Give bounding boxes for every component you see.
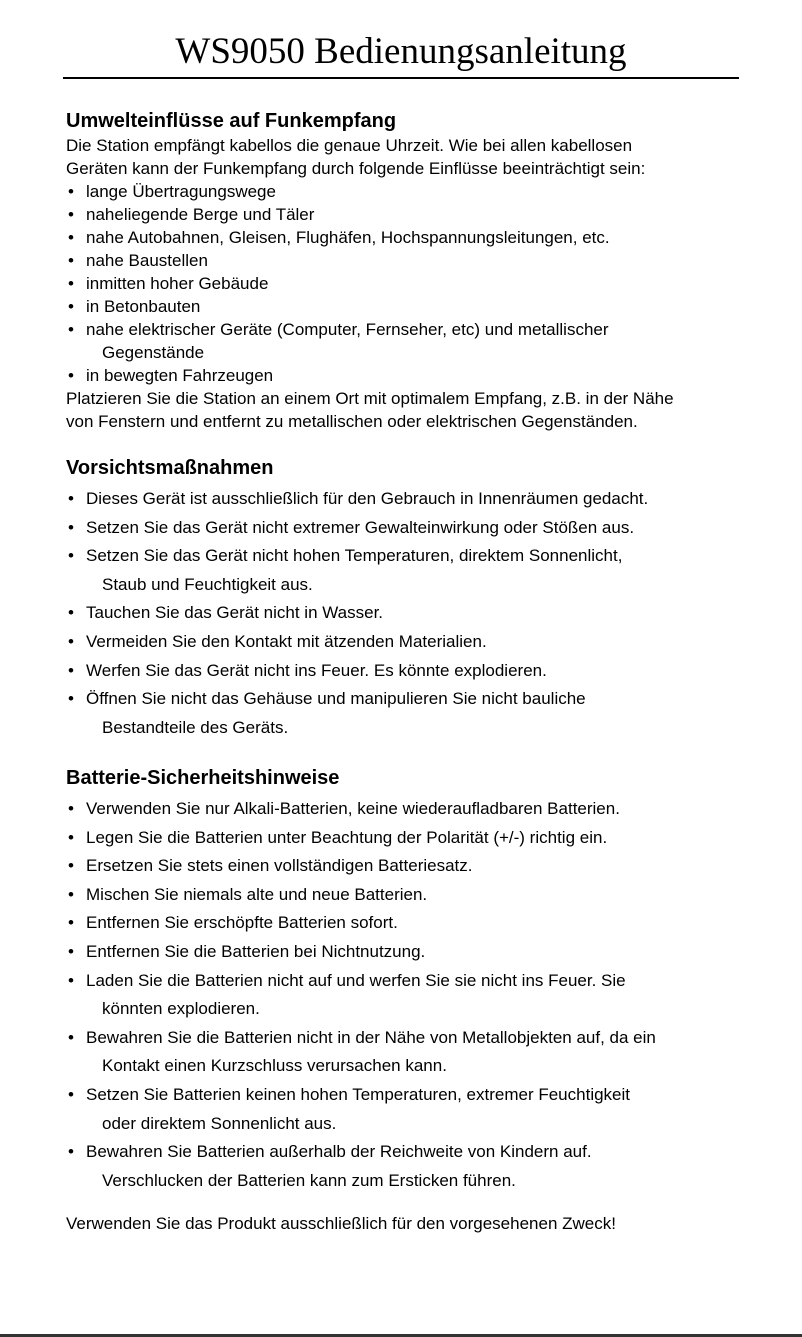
list-item bbox=[66, 881, 766, 910]
list-item-text: Legen Sie die Batterien unter Beachtung der Polarität (+/-) richtig ein. bbox=[86, 827, 608, 847]
bullet-icon: • bbox=[68, 297, 74, 316]
document-title: WS9050 Bedienungsanleitung bbox=[175, 31, 627, 72]
list-item-continuation: Staub und Feuchtigkeit aus. bbox=[102, 574, 313, 594]
list-item bbox=[66, 272, 766, 295]
list-item bbox=[66, 1081, 766, 1110]
list-item bbox=[66, 909, 766, 938]
section-body bbox=[66, 795, 766, 1195]
list-item-text: Entfernen Sie erschöpfte Batterien sofort. bbox=[86, 913, 398, 933]
list-item-continuation: Verschlucken der Batterien kann zum Ersticken führen. bbox=[102, 1170, 516, 1190]
list-item bbox=[66, 1138, 766, 1167]
section-body bbox=[66, 485, 766, 742]
list-item-text: Entfernen Sie die Batterien bei Nichtnutzung. bbox=[86, 941, 426, 961]
list-item bbox=[66, 542, 766, 571]
list-item-continuation: könnten explodieren. bbox=[102, 999, 260, 1019]
section-battery-safety bbox=[66, 765, 766, 1195]
list-item bbox=[66, 967, 766, 996]
footer-note: Verwenden Sie das Produkt ausschließlich für den vorgesehenen Zweck! bbox=[66, 1214, 616, 1233]
list-item bbox=[66, 824, 766, 853]
list-item-text: Ersetzen Sie stets einen vollständigen Batteriesatz. bbox=[86, 856, 473, 876]
list-item-text: Tauchen Sie das Gerät nicht in Wasser. bbox=[86, 603, 384, 623]
bullet-icon: • bbox=[68, 827, 74, 847]
list-item-continuation: Kontakt einen Kurzschluss verursachen kann. bbox=[102, 1056, 447, 1076]
list-item-text: Werfen Sie das Gerät nicht ins Feuer. Es könnte explodieren. bbox=[86, 660, 547, 680]
bullet-icon: • bbox=[68, 1084, 74, 1104]
list-item bbox=[66, 852, 766, 881]
bullet-icon: • bbox=[68, 941, 74, 961]
list-item-text: Öffnen Sie nicht das Gehäuse und manipulieren Sie nicht bauliche bbox=[86, 689, 586, 709]
bullet-icon: • bbox=[68, 970, 74, 990]
bullet-icon: • bbox=[68, 251, 74, 270]
list-item-text: Verwenden Sie nur Alkali-Batterien, keine wiederaufladbaren Batterien. bbox=[86, 799, 620, 818]
paragraph-line: Platzieren Sie die Station an einem Ort mit optimalem Empfang, z.B. in der Nähe bbox=[66, 389, 674, 408]
bullet-icon: • bbox=[68, 856, 74, 876]
list-item-continuation: Gegenstände bbox=[102, 343, 205, 362]
list-item bbox=[66, 295, 766, 318]
list-item-text: lange Übertragungswege bbox=[86, 182, 276, 201]
section-body bbox=[66, 134, 766, 433]
list-item-text: Setzen Sie das Gerät nicht extremer Gewalteinwirkung oder Stößen aus. bbox=[86, 517, 635, 537]
bullet-icon: • bbox=[68, 884, 74, 904]
list-item-text: naheliegende Berge und Täler bbox=[86, 205, 315, 224]
bullet-icon: • bbox=[68, 366, 74, 385]
list-item bbox=[66, 685, 766, 714]
title-rule bbox=[63, 77, 739, 79]
list-item bbox=[66, 203, 766, 226]
list-item bbox=[66, 657, 766, 686]
list-item bbox=[66, 628, 766, 657]
bullet-icon: • bbox=[68, 205, 74, 224]
section-heading: Vorsichtsmaßnahmen bbox=[66, 457, 274, 479]
list-item-text: Bewahren Sie die Batterien nicht in der Nähe von Metallobjekten auf, da ein bbox=[86, 1027, 656, 1047]
bullet-icon: • bbox=[68, 799, 74, 818]
bullet-icon: • bbox=[68, 1142, 74, 1162]
bullet-icon: • bbox=[68, 631, 74, 651]
list-item-text: Mischen Sie niemals alte und neue Batterien. bbox=[86, 884, 428, 904]
section-radio-reception bbox=[66, 108, 766, 433]
bullet-icon: • bbox=[68, 489, 74, 508]
bullet-icon: • bbox=[68, 274, 74, 293]
list-item-text: Bewahren Sie Batterien außerhalb der Reichweite von Kindern auf. bbox=[86, 1142, 592, 1162]
list-item-text: inmitten hoher Gebäude bbox=[86, 274, 269, 293]
paragraph-line: Die Station empfängt kabellos die genaue Uhrzeit. Wie bei allen kabellosen bbox=[66, 136, 633, 155]
list-item bbox=[66, 599, 766, 628]
list-item bbox=[66, 1024, 766, 1053]
list-item bbox=[66, 514, 766, 543]
list-item bbox=[66, 318, 766, 341]
bullet-icon: • bbox=[68, 546, 74, 566]
list-item-text: in bewegten Fahrzeugen bbox=[86, 366, 274, 385]
list-item-continuation: oder direktem Sonnenlicht aus. bbox=[102, 1113, 337, 1133]
list-item bbox=[66, 364, 766, 387]
list-item bbox=[66, 795, 766, 824]
footer-note-section bbox=[66, 1211, 766, 1237]
list-item-text: in Betonbauten bbox=[86, 297, 201, 316]
list-item-text: nahe elektrischer Geräte (Computer, Fernseher, etc) und metallischer bbox=[86, 320, 609, 339]
list-item bbox=[66, 485, 766, 514]
bullet-icon: • bbox=[68, 320, 74, 339]
list-item bbox=[66, 226, 766, 249]
bullet-icon: • bbox=[68, 517, 74, 537]
section-heading: Batterie-Sicherheitshinweise bbox=[66, 767, 340, 789]
bullet-icon: • bbox=[68, 689, 74, 709]
bullet-icon: • bbox=[68, 1027, 74, 1047]
list-item-text: Setzen Sie das Gerät nicht hohen Temperaturen, direktem Sonnenlicht, bbox=[86, 546, 623, 566]
bullet-icon: • bbox=[68, 603, 74, 623]
bullet-icon: • bbox=[68, 182, 74, 201]
bullet-icon: • bbox=[68, 913, 74, 933]
list-item bbox=[66, 180, 766, 203]
paragraph-line: Geräten kann der Funkempfang durch folgende Einflüsse beeinträchtigt sein: bbox=[66, 159, 646, 178]
bullet-icon: • bbox=[68, 660, 74, 680]
paragraph-line: von Fenstern und entfernt zu metallischen oder elektrischen Gegenständen. bbox=[66, 412, 638, 431]
section-precautions bbox=[66, 455, 766, 742]
list-item-text: Laden Sie die Batterien nicht auf und werfen Sie sie nicht ins Feuer. Sie bbox=[86, 970, 626, 990]
list-item-text: nahe Baustellen bbox=[86, 251, 208, 270]
list-item-continuation: Bestandteile des Geräts. bbox=[102, 717, 289, 737]
list-item-text: Vermeiden Sie den Kontakt mit ätzenden Materialien. bbox=[86, 631, 487, 651]
list-item-text: Dieses Gerät ist ausschließlich für den Gebrauch in Innenräumen gedacht. bbox=[86, 489, 649, 508]
list-item-text: Setzen Sie Batterien keinen hohen Temperaturen, extremer Feuchtigkeit bbox=[86, 1084, 630, 1104]
list-item bbox=[66, 938, 766, 967]
section-heading: Umwelteinflüsse auf Funkempfang bbox=[66, 110, 397, 132]
list-item bbox=[66, 249, 766, 272]
bullet-icon: • bbox=[68, 228, 74, 247]
list-item-text: nahe Autobahnen, Gleisen, Flughäfen, Hochspannungsleitungen, etc. bbox=[86, 228, 610, 247]
